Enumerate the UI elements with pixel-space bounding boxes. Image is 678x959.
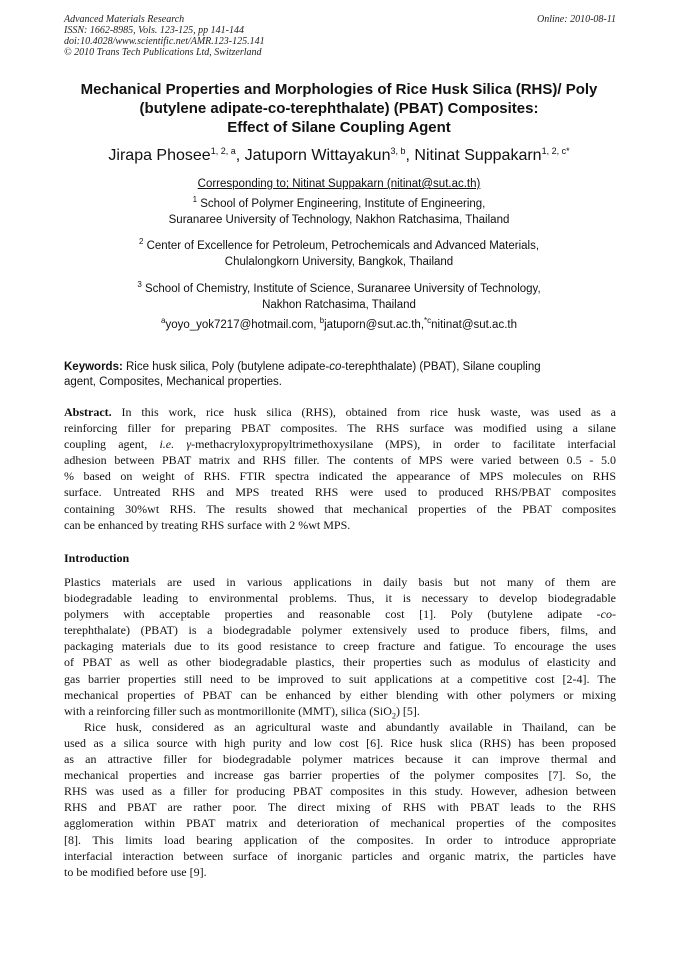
body-text-line: RHS and PBAT are rather poor. The direct mixing of RHS with PBAT leads to the RHS (64, 800, 616, 815)
body-text-line: [8]. This limits load bearing application of the composites. In order to introduce appropriate (64, 832, 616, 847)
abstract-line: containing 30%wt RHS. The results showed that mechanical properties of the PBAT composites (64, 501, 616, 516)
body-text-line: mechanical properties and increase gas barrier properties of the polymer composites [7]. So, the (64, 768, 616, 783)
affiliation-text: Suranaree University of Technology, Nakhon Ratchasima, Thailand (168, 214, 510, 226)
author-separator: , (235, 147, 245, 164)
author-affiliation-marker: 3, b (390, 146, 406, 156)
affiliation-marker: 1 (192, 195, 198, 204)
author-name: Jatuporn Wittayakun (244, 147, 391, 164)
abstract-line: adhesion between PBAT matrix and RHS filler. The contents of MPS were varied between 0.5 - 5.0 (64, 453, 616, 468)
paper-title (40, 80, 638, 137)
email-marker: a (160, 316, 166, 325)
body-text-line: of PBAT as well as other biodegradable plastics, their properties such as modulus of elasticity and (64, 655, 616, 670)
italic-term: co (600, 607, 612, 622)
author-name: Nitinat Suppakarn (414, 147, 542, 164)
body-text-line: used as a silica source with high purity and low cost [6]. Rice husk slica (RHS) has been proposed (64, 735, 616, 750)
body-text-line: biodegradable leading to environmental problems. Thus, it is necessary to develop biodegradable (64, 591, 616, 606)
abstract-italic: i.e. γ (159, 437, 192, 452)
abstract-line: reinforcing filler for preparing PBAT composites. The RHS surface was modified using a silane (64, 421, 616, 436)
body-text-line: to be modified before use [9]. (64, 864, 207, 879)
abstract-line (64, 404, 616, 420)
affiliation-text: Nakhon Ratchasima, Thailand (262, 299, 416, 311)
abstract-line: % based on weight of RHS. FTIR spectra indicated the appearance of MPS molecules on RHS (64, 469, 616, 484)
copyright-line: © 2010 Trans Tech Publications Ltd, Switzerland (64, 47, 262, 58)
author-affiliation-marker: 1, 2, c* (541, 146, 570, 156)
affiliation-1 (0, 196, 678, 228)
affiliation-text: School of Chemistry, Institute of Science, Suranaree University of Technology, (141, 283, 541, 295)
body-text-line: with a reinforcing filler such as montmorillonite (MMT), silica (SiO$_2$) [5]. (64, 703, 420, 721)
title-line-2: (butylene adipate-co-terephthalate) (PBAT) Composites: (139, 100, 539, 117)
email-text: jatuporn@sut.ac.th, (324, 319, 425, 331)
journal-header (64, 14, 616, 58)
keywords-block (64, 360, 616, 390)
body-text-line: Rice husk, considered as an agricultural waste and abundantly available in Thailand, can be (84, 719, 616, 734)
journal-name: Advanced Materials Research (64, 14, 185, 25)
abstract-text: coupling agent, (64, 437, 160, 452)
keywords-italic: co (329, 361, 342, 373)
introduction-paragraph-1 (64, 574, 616, 719)
affiliation-3 (0, 281, 678, 313)
affiliation-text: Center of Excellence for Petroleum, Petrochemicals and Advanced Materials, (143, 240, 540, 252)
corresponding-author (0, 176, 678, 192)
email-text: nitinat@sut.ac.th (431, 319, 517, 331)
keywords-label: Keywords: (64, 361, 123, 373)
title-line-1: Mechanical Properties and Morphologies of Rice Husk Silica (RHS)/ Poly (80, 81, 598, 98)
abstract-line: can be enhanced by treating RHS surface with 2 %wt MPS. (64, 517, 351, 532)
author-affiliation-marker: 1, 2, a (210, 146, 236, 156)
abstract-block (64, 404, 616, 533)
affiliation-marker: 3 (137, 280, 142, 289)
author-emails (0, 317, 678, 333)
keywords-text: agent, Composites, Mechanical properties. (64, 376, 282, 388)
abstract-text: In this work, rice husk silica (RHS), obtained from rice husk waste, was used as a (111, 405, 616, 419)
affiliation-marker: 2 (138, 237, 144, 246)
email-text: yoyo_yok7217@hotmail.com, (165, 319, 320, 331)
author-list (0, 146, 678, 166)
abstract-label: Abstract. (64, 405, 112, 419)
body-text-line: as an attractive filler for biodegradable polymer matrices because it can improve thermal and (64, 752, 616, 767)
keywords-text: Rice husk silica, Poly (butylene adipate- (122, 361, 330, 373)
email-marker: *c (424, 316, 432, 325)
online-date: Online: 2010-08-11 (537, 14, 616, 25)
body-text-line: gas barrier properties still need to be improved to suit applications at a competitive cost [2-4]. The (64, 671, 616, 686)
affiliation-text: Chulalongkorn University, Bangkok, Thailand (224, 256, 454, 268)
abstract-line: surface. Untreated RHS and MPS treated RHS were used to produced RHS/PBAT composites (64, 485, 616, 500)
affiliation-text: School of Polymer Engineering, Institute of Engineering, (197, 198, 486, 210)
email-marker: b (319, 316, 325, 325)
abstract-line (64, 436, 616, 452)
subscript: 2 (391, 711, 396, 721)
author-name: Jirapa Phosee (108, 147, 211, 164)
introduction-body (64, 574, 616, 880)
affiliation-2 (0, 238, 678, 270)
corresponding-line: Corresponding to; Nitinat Suppakarn (nitinat@sut.ac.th) (197, 178, 481, 190)
abstract-text: -methacryloxypropyltrimethoxysilane (MPS), in order to facilitate interfacial (191, 437, 617, 452)
keywords-text: -terephthalate) (PBAT), Silane coupling (341, 361, 541, 373)
introduction-paragraph-2 (64, 719, 616, 880)
body-text-line: Plastics materials are used in various applications in daily basis but not many of them are (64, 575, 616, 589)
body-text-line: terephthalate) (PBAT) is a biodegradable polymer extensively used to produce fibers, films, and (64, 623, 616, 638)
introduction-heading: Introduction (64, 551, 130, 565)
body-text-line: agglomeration within PBAT matrix and deterioration of mechanical properties of the composites (64, 816, 616, 831)
issn-line: ISSN: 1662-8985, Vols. 123-125, pp 141-144 (64, 25, 244, 36)
title-line-3: Effect of Silane Coupling Agent (227, 119, 451, 136)
doi-line: doi:10.4028/www.scientific.net/AMR.123-125.141 (64, 36, 265, 47)
body-text-line: mechanical properties of PBAT can be enhanced by either blending with other polymers or mixing (64, 687, 616, 702)
author-separator: , (405, 147, 415, 164)
body-text-line: polymers with acceptable properties and reasonable cost [1]. Poly (butylene adipate -co- (64, 607, 616, 622)
body-text-line: interfacial interaction between surface of inorganic particles and organic matrix, the particles have (64, 848, 616, 863)
body-text-line: packaging materials due to its good resistance to creep fracture and fatigue. To encourage the uses (64, 639, 616, 654)
body-text-line: RHS was used as a filler for producing PBAT composites in this study. However, adhesion between (64, 784, 616, 799)
